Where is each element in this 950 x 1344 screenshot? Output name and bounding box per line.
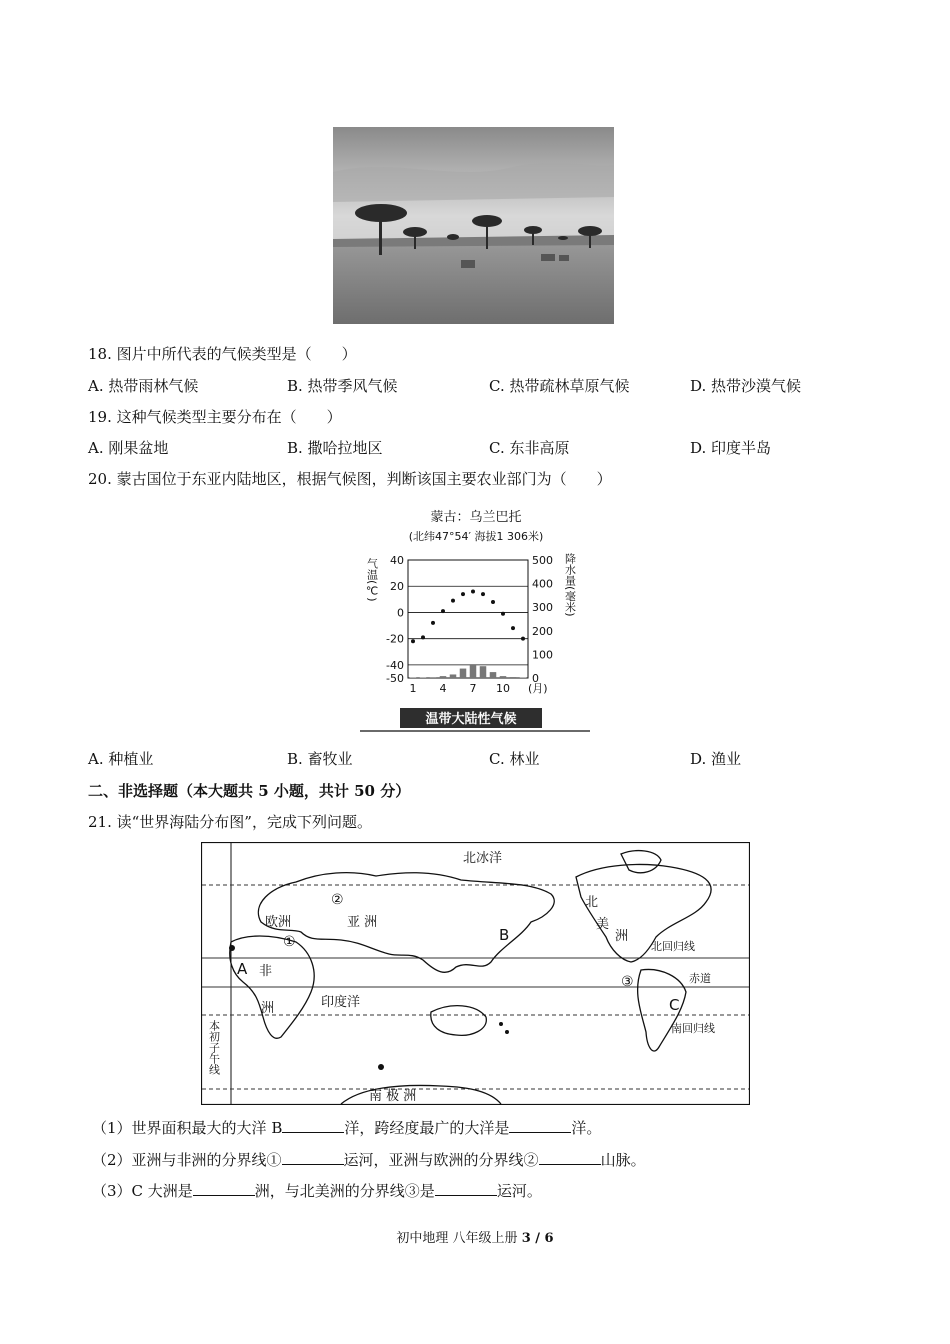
- chart-x-tick-label: 1: [409, 682, 417, 695]
- chart-x-tick-label: 7: [469, 682, 477, 695]
- map-label-africa-1: 非: [259, 964, 273, 979]
- chart-xlabel: (月): [528, 682, 548, 695]
- map-label-indian-ocean: 印度洋: [321, 995, 361, 1010]
- chart-precip-bar: [450, 674, 457, 678]
- chart-title: 蒙古：乌兰巴托: [430, 510, 522, 525]
- q18-stem: 18. 图片中所代表的气候类型是（ ）: [88, 345, 357, 363]
- footer-page-number: 3 / 6: [521, 1231, 554, 1246]
- q21-sub3-post: 运河。: [496, 1182, 542, 1200]
- chart-ylabel-right: 降水量(毫米): [563, 553, 577, 617]
- map-label-m2: ②: [331, 892, 344, 908]
- q20-option-d[interactable]: D. 渔业: [690, 750, 742, 768]
- q20-option-c[interactable]: C. 林业: [489, 750, 540, 768]
- map-label-m1: ①: [283, 934, 296, 950]
- q21-sub1: [92, 1118, 601, 1138]
- chart-temp-point: [421, 635, 425, 639]
- chart-precip-bar: [510, 677, 517, 678]
- chart-left-tick-label: 20: [390, 580, 404, 594]
- map-label-europe: 欧洲: [265, 915, 292, 930]
- chart-plot-frame: [408, 560, 528, 678]
- q21-sub3-blank-1[interactable]: [193, 1181, 255, 1196]
- chart-right-tick-label: 500: [532, 554, 553, 567]
- map-label-asia: 亚 洲: [347, 915, 378, 930]
- q21-sub2-post: 山脉。: [600, 1151, 646, 1169]
- world-map: [201, 842, 750, 1105]
- chart-temp-point: [471, 589, 475, 593]
- map-label-tropic-capricorn: 南回归线: [671, 1022, 715, 1035]
- q19-option-d[interactable]: D. 印度半岛: [690, 439, 772, 457]
- chart-temp-point: [511, 626, 515, 630]
- q21-sub1-post: 洋。: [571, 1119, 602, 1137]
- chart-left-tick-label: 40: [390, 554, 404, 567]
- q21-sub3-mid: 洲，与北美洲的分界线③是: [254, 1182, 435, 1200]
- section2-title: 二、非选择题（本大题共 5 小题，共计 50 分）: [88, 782, 411, 800]
- q21-sub1-blank-2[interactable]: [509, 1118, 571, 1133]
- chart-right-tick-label: 0: [532, 672, 539, 685]
- savanna-photo: [333, 127, 614, 324]
- chart-subtitle: (北纬47°54′ 海拔1 306米): [408, 530, 544, 543]
- map-label-equator: 赤道: [689, 972, 711, 985]
- q20-stem: 20. 蒙古国位于东亚内陆地区，根据气候图，判断该国主要农业部门为（ ）: [88, 470, 612, 488]
- chart-precip-bar: [490, 672, 497, 678]
- page-footer: [0, 1227, 950, 1246]
- q18-option-a[interactable]: A. 热带雨林气候: [88, 377, 199, 395]
- q21-sub1-pre: （1）世界面积最大的大洋 B: [92, 1119, 283, 1137]
- q19-stem: 19. 这种气候类型主要分布在（ ）: [88, 408, 342, 426]
- q19-option-a[interactable]: A. 刚果盆地: [88, 439, 169, 457]
- q19-option-b[interactable]: B. 撒哈拉地区: [287, 439, 383, 457]
- map-label-na-1: 北: [585, 895, 599, 910]
- q18-option-d[interactable]: D. 热带沙漠气候: [690, 377, 802, 395]
- map-label-c: C: [669, 996, 680, 1014]
- q21-sub3-blank-2[interactable]: [435, 1181, 497, 1196]
- chart-temp-point: [441, 609, 445, 613]
- map-label-na-2: 美: [596, 917, 610, 932]
- chart-left-tick-label: -20: [386, 632, 404, 646]
- map-label-b: B: [499, 926, 510, 944]
- chart-temp-point: [491, 600, 495, 604]
- q21-sub2-mid: 运河，亚洲与欧洲的分界线②: [343, 1151, 539, 1169]
- chart-left-tick-label: 0: [397, 606, 404, 620]
- q21-sub1-blank-1[interactable]: [282, 1118, 344, 1133]
- chart-left-tick-label: -40: [386, 658, 404, 672]
- map-label-a: A: [237, 960, 248, 978]
- q21-sub3: [92, 1181, 542, 1201]
- q21-sub1-mid: 洋，跨经度最广的大洋是: [344, 1119, 510, 1137]
- q20-option-b[interactable]: B. 畜牧业: [287, 750, 353, 768]
- q21-sub2-blank-2[interactable]: [539, 1150, 601, 1165]
- chart-precip-bar: [500, 676, 507, 678]
- q21-sub2-pre: （2）亚洲与非洲的分界线①: [92, 1151, 282, 1169]
- map-label-prime-meridian: 本初子午线: [207, 1020, 221, 1075]
- footer-subject: 初中地理 八年级上册: [396, 1231, 522, 1246]
- q18-option-c[interactable]: C. 热带疏林草原气候: [489, 377, 630, 395]
- chart-precip-bar: [470, 665, 477, 678]
- q19-option-c[interactable]: C. 东非高原: [489, 439, 570, 457]
- chart-right-tick-label: 100: [532, 648, 553, 662]
- chart-precip-bar: [430, 677, 437, 678]
- map-label-tropic-cancer: 北回归线: [651, 940, 695, 953]
- map-label-arctic: 北冰洋: [463, 851, 503, 866]
- chart-temp-point: [431, 621, 435, 625]
- chart-precip-bar: [440, 676, 447, 678]
- chart-x-tick-label: 4: [439, 682, 447, 695]
- q21-sub2-blank-1[interactable]: [282, 1150, 344, 1165]
- climate-chart: [360, 503, 592, 733]
- chart-left-tick-label: -50: [386, 672, 404, 685]
- chart-precip-bar: [480, 666, 487, 678]
- q20-option-a[interactable]: A. 种植业: [88, 750, 154, 768]
- map-label-africa-2: 洲: [261, 1001, 275, 1016]
- q21-sub2: [92, 1150, 646, 1170]
- q21-sub3-pre: （3）C 大洲是: [92, 1182, 193, 1200]
- q18-option-b[interactable]: B. 热带季风气候: [287, 377, 398, 395]
- chart-temp-point: [501, 612, 505, 616]
- chart-right-tick-label: 300: [532, 601, 553, 615]
- map-label-m3: ③: [621, 974, 634, 990]
- chart-right-tick-label: 400: [532, 577, 553, 591]
- chart-temp-point: [481, 592, 485, 596]
- chart-x-tick-label: 10: [496, 682, 510, 695]
- chart-right-tick-label: 200: [532, 624, 553, 638]
- chart-ylabel-left: 气温(℃): [365, 558, 379, 602]
- map-label-antarctica: 南 极 洲: [369, 1089, 417, 1104]
- chart-caption: 温带大陆性气候: [425, 712, 517, 727]
- chart-temp-point: [451, 599, 455, 603]
- chart-temp-point: [411, 639, 415, 643]
- chart-precip-bar: [460, 669, 467, 678]
- chart-temp-point: [461, 592, 465, 596]
- chart-temp-point: [521, 637, 525, 641]
- map-label-na-3: 洲: [615, 929, 629, 944]
- q21-stem: 21. 读“世界海陆分布图”，完成下列问题。: [88, 813, 372, 831]
